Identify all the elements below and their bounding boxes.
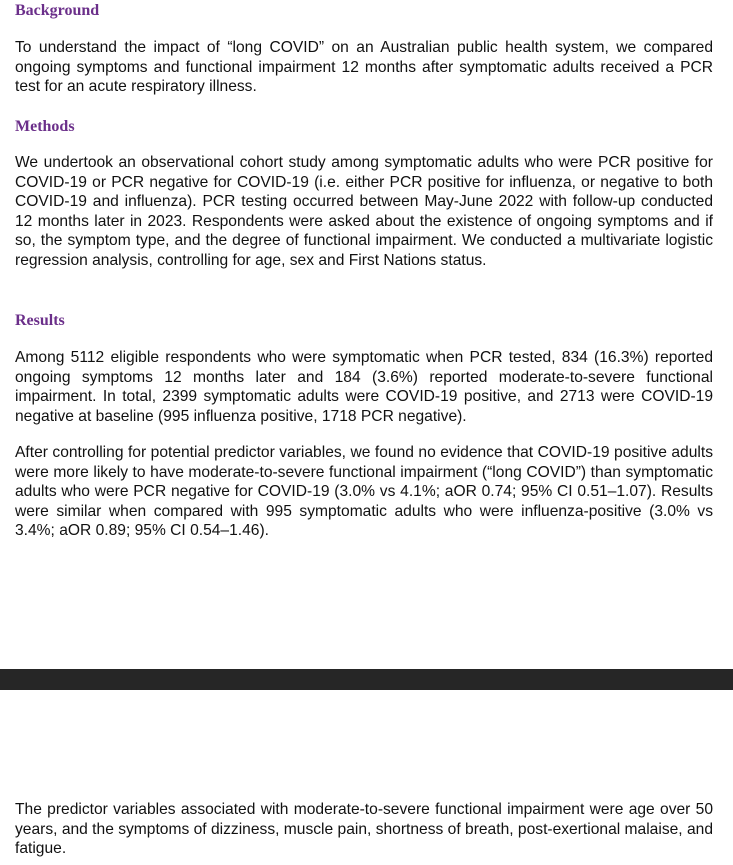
results-paragraph-2: After controlling for potential predictor variables, we found no evidence that COVID-19 positive adults were more likely to have moderate-to-severe functional impairment (“long COVID”) than symptomatic adults who were PCR negative for COVID-19 (3.0% vs 4.1%; aOR 0.74; 95% CI 0.51–1.07). Results were similar when compared with 995 symptomatic adults who were influenza-positive (3.0% vs 3.4%; aOR 0.89; 95% CI 0.54–1.46). <box>15 444 713 539</box>
results-paragraph-1: Among 5112 eligible respondents who were symptomatic when PCR tested, 834 (16.3%) reported ongoing symptoms 12 months later and 184 (3.6%) reported moderate-to-severe functional impairment. In total, 2399 symptomatic adults were COVID-19 positive, and 2713 were COVID-19 negative at baseline (995 influenza positive, 1718 PCR negative). <box>15 349 713 425</box>
predictor-variables-paragraph: The predictor variables associated with moderate-to-severe functional impairment were age over 50 years, and the symptoms of dizziness, muscle pain, shortness of breath, post-exertional malaise, and fatigue. <box>15 801 713 857</box>
page-divider-bar <box>0 669 733 690</box>
methods-paragraph: We undertook an observational cohort study among symptomatic adults who were PCR positive for COVID-19 or PCR negative for COVID-19 (i.e. either PCR positive for influenza, or negative to both COVID-19 and influenza). PCR testing occurred between May-June 2022 with follow-up conducted 12 months later in 2023. Respondents were asked about the existence of ongoing symptoms and if so, the symptom type, and the degree of functional impairment. We conducted a multivariate logistic regression analysis, controlling for age, sex and First Nations status. <box>15 154 713 269</box>
results-heading: Results <box>15 312 65 329</box>
methods-heading: Methods <box>15 118 75 135</box>
background-heading: Background <box>15 2 100 19</box>
background-paragraph: To understand the impact of “long COVID” on an Australian public health system, we compared ongoing symptoms and functional impairment 12 months after symptomatic adults received a PCR test for an acute respiratory illness. <box>15 39 713 95</box>
